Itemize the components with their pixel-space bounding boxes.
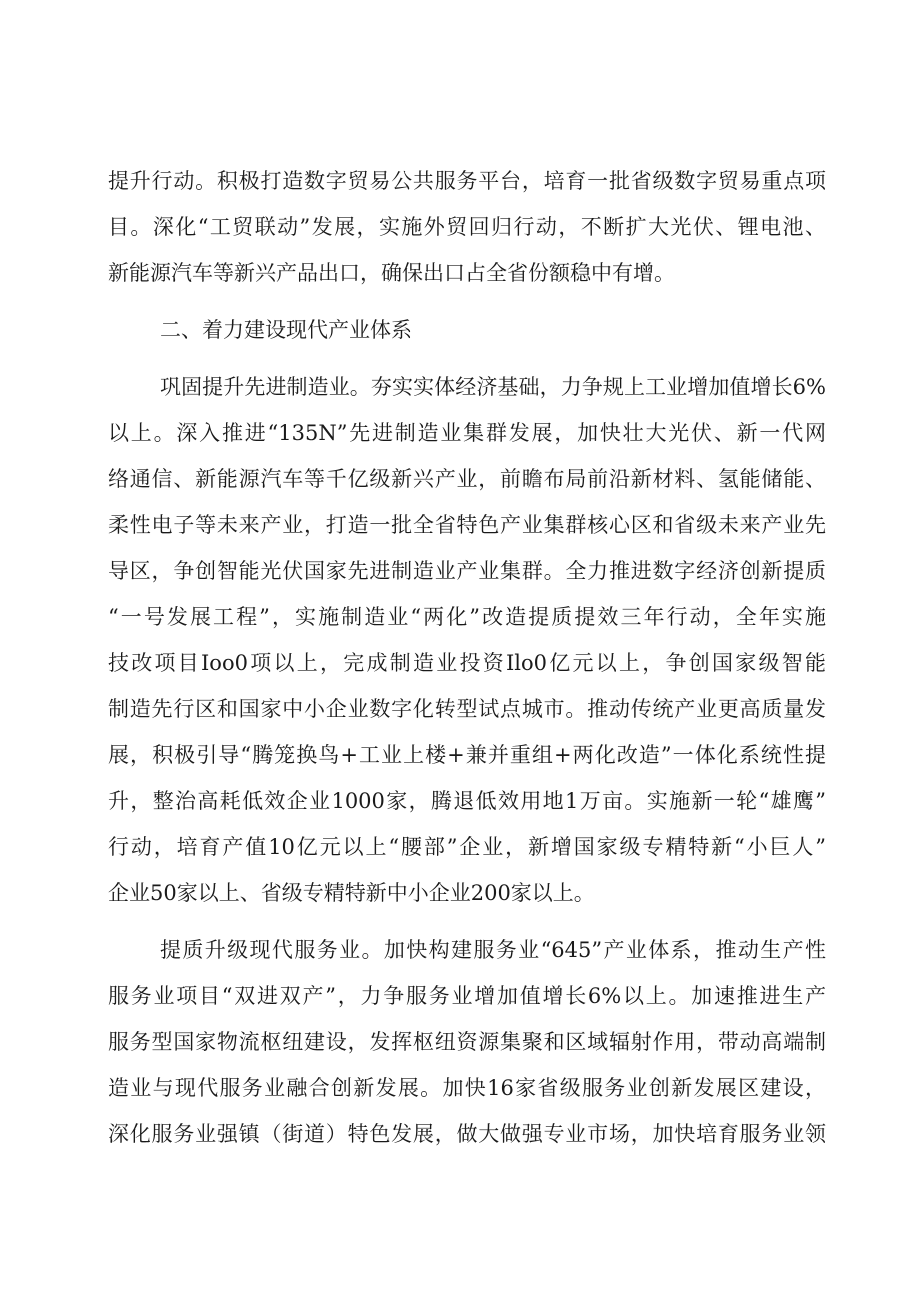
text-line: 络通信、新能源汽车等千亿级新兴产业，前瞻布局前沿新材料、氢能储能、 xyxy=(108,467,826,491)
text-line: 目。深化“工贸联动”发展，实施外贸回归行动，不断扩大光伏、锂电池、 xyxy=(108,215,826,239)
text-line: 行动，培育产值10亿元以上“腰部”企业，新增国家级专精特新“小巨人” xyxy=(108,835,826,859)
paragraph-manufacturing xyxy=(108,364,826,916)
text-line: 服务型国家物流枢纽建设，发挥枢纽资源集聚和区域辐射作用，带动高端制 xyxy=(108,1030,826,1054)
paragraph-export xyxy=(108,158,826,296)
text-line: 服务业项目“双进双产”，力争服务业增加值增长6%以上。加速推进生产 xyxy=(108,984,826,1008)
section-heading-text: 二、着力建设现代产业体系 xyxy=(160,318,412,342)
text-line: 造业与现代服务业融合创新发展。加快16家省级服务业创新发展区建设， xyxy=(108,1076,826,1100)
text-line: 技改项目Ioo0项以上，完成制造业投资Ilo0亿元以上，争创国家级智能 xyxy=(108,651,826,675)
text-line: 提升行动。积极打造数字贸易公共服务平台，培育一批省级数字贸易重点项 xyxy=(108,169,826,193)
text-line: “一号发展工程”，实施制造业“两化”改造提质提效三年行动，全年实施 xyxy=(108,605,826,629)
section-heading xyxy=(108,307,826,353)
paragraph-services xyxy=(108,927,826,1157)
text-line: 企业50家以上、省级专精特新中小企业200家以上。 xyxy=(108,881,595,905)
text-line: 巩固提升先进制造业。夯实实体经济基础，力争规上工业增加值增长6% xyxy=(160,375,826,399)
text-line: 以上。深入推进“135N”先进制造业集群发展，加快壮大光伏、新一代网 xyxy=(108,421,826,445)
text-line: 柔性电子等未来产业，打造一批全省特色产业集群核心区和省级未来产业先 xyxy=(108,513,826,537)
text-line: 导区，争创智能光伏国家先进制造业产业集群。全力推进数字经济创新提质 xyxy=(108,559,826,583)
text-line: 展，积极引导“腾笼换鸟+工业上楼+兼并重组+两化改造”一体化系统性提 xyxy=(108,743,826,767)
text-line: 升，整治高耗低效企业1000家，腾退低效用地1万亩。实施新一轮“雄鹰” xyxy=(108,789,826,813)
text-line: 提质升级现代服务业。加快构建服务业“645”产业体系，推动生产性 xyxy=(160,938,826,962)
document-page xyxy=(108,158,826,1168)
text-line: 新能源汽车等新兴产品出口，确保出口占全省份额稳中有增。 xyxy=(108,261,675,285)
text-line: 深化服务业强镇（街道）特色发展，做大做强专业市场，加快培育服务业领 xyxy=(108,1122,826,1146)
text-line: 制造先行区和国家中小企业数字化转型试点城市。推动传统产业更高质量发 xyxy=(108,697,826,721)
